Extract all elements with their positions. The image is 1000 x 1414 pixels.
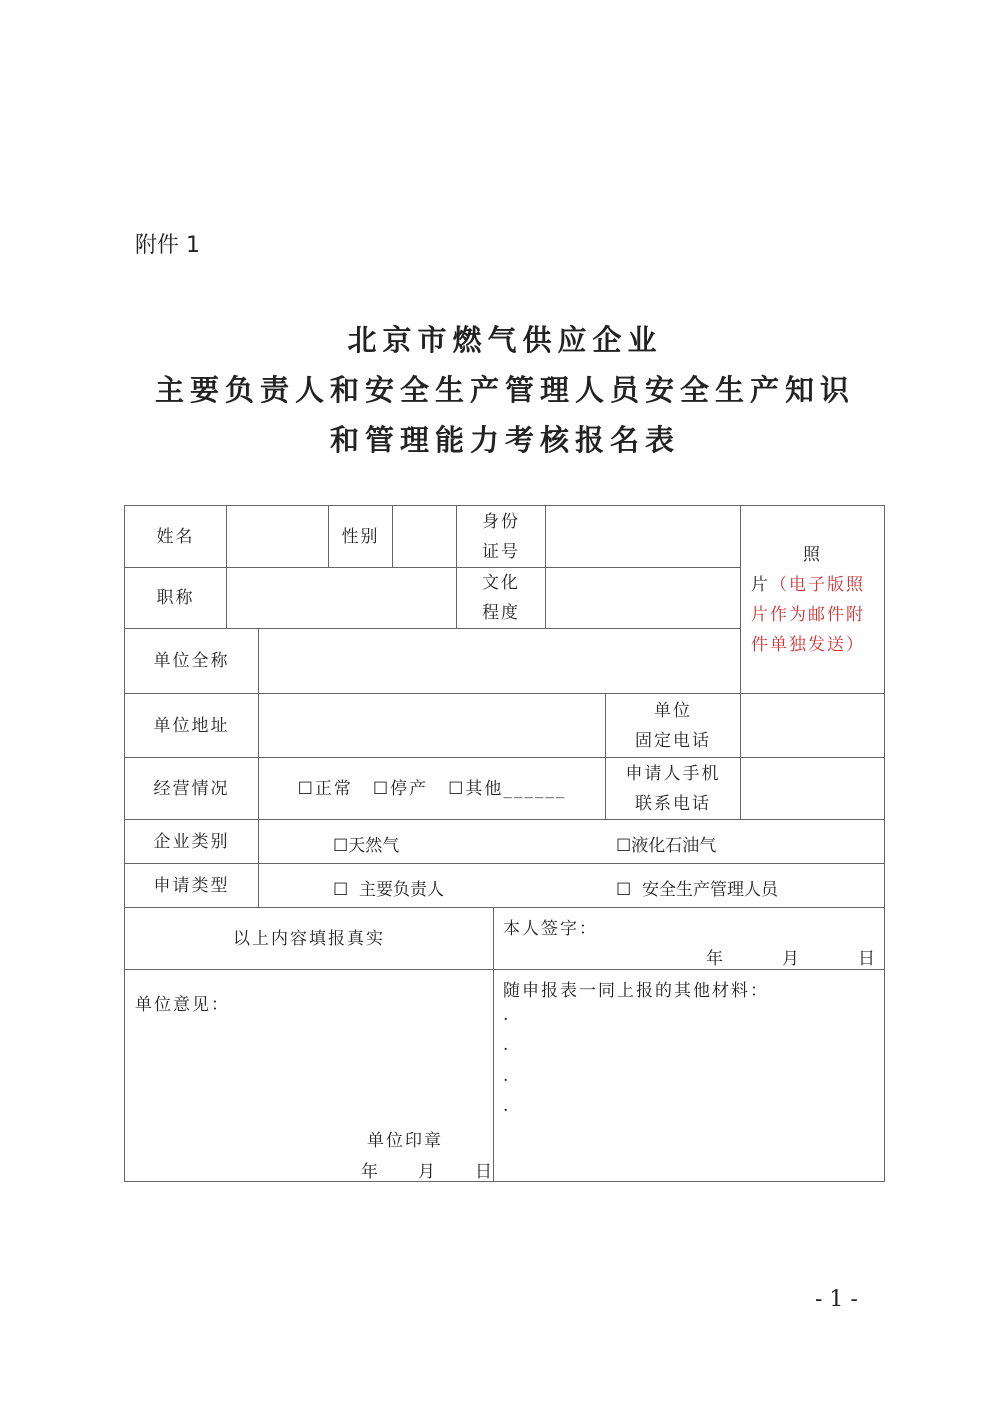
apply-type-label: 申请类型 <box>124 863 259 908</box>
name-label: 姓名 <box>124 505 227 568</box>
id-label-1: 身份 <box>482 511 520 532</box>
mobile-label-2: 联系电话 <box>635 793 711 814</box>
mobile-label <box>605 757 741 820</box>
op-other-checkbox[interactable]: ☐其他______ <box>448 778 567 799</box>
apply-head-checkbox[interactable]: ☐ 主要负责人 <box>333 880 445 900</box>
company-address-field[interactable] <box>258 693 606 758</box>
education-field[interactable] <box>545 567 741 629</box>
material-item: . <box>503 1096 511 1116</box>
title-label: 职称 <box>124 567 227 629</box>
type-gas-checkbox[interactable]: ☐天然气 <box>333 836 400 856</box>
materials-label: 随申报表一同上报的其他材料： <box>503 981 769 1001</box>
truth-statement: 以上内容填报真实 <box>124 907 494 970</box>
photo-label: 照 <box>803 544 822 565</box>
education-label <box>456 567 546 629</box>
page-number: - 1 - <box>815 1287 858 1312</box>
op-stopped-checkbox[interactable]: ☐停产 <box>372 778 429 799</box>
company-address-label: 单位地址 <box>124 693 259 758</box>
company-name-field[interactable] <box>258 628 741 694</box>
mobile-label-1: 申请人手机 <box>625 763 721 784</box>
id-field[interactable] <box>545 505 741 568</box>
material-item: . <box>503 1005 511 1025</box>
operation-options <box>258 757 606 820</box>
seal-date: 年 月 日 <box>361 1162 494 1182</box>
seal-label: 单位印章 <box>367 1131 443 1151</box>
signature-label: 本人签字： <box>503 919 598 939</box>
phone-label-2: 固定电话 <box>635 730 711 751</box>
photo-prefix: 片 <box>751 574 770 595</box>
company-name-label: 单位全称 <box>124 628 259 694</box>
photo-cell[interactable] <box>740 505 885 694</box>
op-normal-checkbox[interactable]: ☐正常 <box>297 778 353 799</box>
material-item: . <box>503 1066 511 1086</box>
phone-label-1: 单位 <box>654 700 692 721</box>
title-line-3: 和管理能力考核报名表 <box>329 423 680 457</box>
phone-field[interactable] <box>740 693 885 758</box>
title-field[interactable] <box>226 567 457 629</box>
gender-label: 性别 <box>328 505 393 568</box>
id-label <box>456 505 546 568</box>
opinion-label: 单位意见： <box>135 995 230 1015</box>
attachment-label: 附件 1 <box>135 233 200 258</box>
photo-note: （电子版照片作为邮件附件单独发送） <box>751 574 865 655</box>
mobile-field[interactable] <box>740 757 885 820</box>
operation-label: 经营情况 <box>124 757 259 820</box>
type-lpg-checkbox[interactable]: ☐液化石油气 <box>616 836 717 856</box>
phone-label <box>605 693 741 758</box>
edu-label-2: 程度 <box>482 603 520 623</box>
id-label-2: 证号 <box>482 541 520 562</box>
company-type-label: 企业类别 <box>124 819 259 864</box>
edu-label-1: 文化 <box>482 573 520 593</box>
signature-date: 年 月 日 <box>706 949 877 969</box>
name-field[interactable] <box>226 505 329 568</box>
title-line-1: 北京市燃气供应企业 <box>347 323 663 357</box>
material-item: . <box>503 1035 511 1055</box>
title-line-2: 主要负责人和安全生产管理人员安全生产知识 <box>154 373 855 407</box>
gender-field[interactable] <box>392 505 457 568</box>
apply-safety-checkbox[interactable]: ☐ 安全生产管理人员 <box>616 880 779 900</box>
